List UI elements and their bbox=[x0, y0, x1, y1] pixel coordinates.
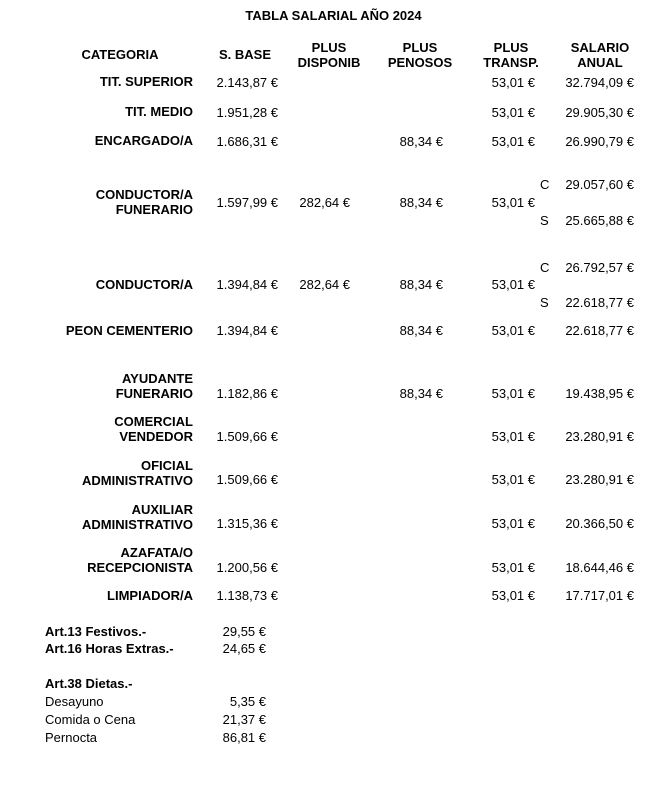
header-transp-line2: TRANSP. bbox=[483, 55, 539, 70]
row-category: CONDUCTOR/A bbox=[95, 277, 193, 292]
row-anual-label-s: S bbox=[540, 295, 549, 310]
dieta-label-desayuno: Desayuno bbox=[45, 694, 104, 709]
row-anual-c: 29.057,60 € bbox=[565, 177, 634, 192]
header-categoria: CATEGORIA bbox=[81, 47, 159, 62]
row-penosos: 88,34 € bbox=[399, 323, 443, 338]
dieta-value-desayuno: 5,35 € bbox=[229, 694, 266, 709]
row-category-line2: ADMINISTRATIVO bbox=[82, 517, 193, 532]
row-category-line2: RECEPCIONISTA bbox=[87, 560, 193, 575]
row-disponib: 282,64 € bbox=[299, 277, 350, 292]
row-transp: 53,01 € bbox=[491, 195, 535, 210]
extra-label-festivos: Art.13 Festivos.- bbox=[45, 624, 147, 639]
row-category: TIT. MEDIO bbox=[125, 104, 193, 119]
row-transp: 53,01 € bbox=[491, 429, 535, 444]
header-disponib-line2: DISPONIB bbox=[297, 55, 361, 70]
row-base: 1.509,66 € bbox=[216, 429, 278, 444]
row-base: 1.509,66 € bbox=[216, 472, 278, 487]
row-anual: 32.794,09 € bbox=[565, 75, 634, 90]
page-title: TABLA SALARIAL AÑO 2024 bbox=[245, 8, 422, 23]
dietas-heading: Art.38 Dietas.- bbox=[45, 676, 133, 691]
row-category: OFICIAL bbox=[141, 458, 193, 473]
dieta-value-pernocta: 86,81 € bbox=[222, 730, 266, 745]
row-category-line2: FUNERARIO bbox=[115, 386, 193, 401]
extra-value-horas: 24,65 € bbox=[222, 641, 266, 656]
row-category-line2: ADMINISTRATIVO bbox=[82, 473, 193, 488]
header-anual-line2: ANUAL bbox=[577, 55, 623, 70]
row-base: 1.686,31 € bbox=[216, 134, 278, 149]
row-penosos: 88,34 € bbox=[399, 134, 443, 149]
header-transp-line1: PLUS bbox=[493, 40, 529, 55]
dieta-value-comida: 21,37 € bbox=[222, 712, 266, 727]
row-anual: 17.717,01 € bbox=[565, 588, 634, 603]
row-anual-s: 25.665,88 € bbox=[565, 213, 634, 228]
row-transp: 53,01 € bbox=[491, 75, 535, 90]
row-category: ENCARGADO/A bbox=[94, 133, 193, 148]
row-transp: 53,01 € bbox=[491, 105, 535, 120]
row-disponib: 282,64 € bbox=[299, 195, 350, 210]
row-transp: 53,01 € bbox=[491, 323, 535, 338]
header-anual-line1: SALARIO bbox=[570, 40, 630, 55]
row-category: PEON CEMENTERIO bbox=[65, 323, 193, 338]
row-base: 1.182,86 € bbox=[216, 386, 278, 401]
row-anual: 20.366,50 € bbox=[565, 516, 634, 531]
row-base: 1.394,84 € bbox=[216, 323, 278, 338]
row-base: 1.200,56 € bbox=[216, 560, 278, 575]
row-transp: 53,01 € bbox=[491, 386, 535, 401]
header-disponib-line1: PLUS bbox=[311, 40, 347, 55]
row-transp: 53,01 € bbox=[491, 277, 535, 292]
row-anual-s: 22.618,77 € bbox=[565, 295, 634, 310]
header-base: S. BASE bbox=[218, 47, 271, 62]
row-transp: 53,01 € bbox=[491, 134, 535, 149]
row-penosos: 88,34 € bbox=[399, 386, 443, 401]
dieta-label-comida: Comida o Cena bbox=[45, 712, 136, 727]
row-base: 2.143,87 € bbox=[216, 75, 278, 90]
header-penosos-line2: PENOSOS bbox=[387, 55, 453, 70]
row-base: 1.315,36 € bbox=[216, 516, 278, 531]
row-anual-label-c: C bbox=[540, 260, 550, 275]
row-base: 1.394,84 € bbox=[216, 277, 278, 292]
row-base: 1.138,73 € bbox=[216, 588, 278, 603]
row-transp: 53,01 € bbox=[491, 560, 535, 575]
row-category: AYUDANTE bbox=[121, 371, 193, 386]
row-anual: 26.990,79 € bbox=[565, 134, 634, 149]
row-transp: 53,01 € bbox=[491, 516, 535, 531]
row-anual: 22.618,77 € bbox=[565, 323, 634, 338]
dieta-label-pernocta: Pernocta bbox=[45, 730, 98, 745]
row-category-line2: VENDEDOR bbox=[119, 429, 193, 444]
row-category: LIMPIADOR/A bbox=[107, 588, 193, 603]
row-transp: 53,01 € bbox=[491, 588, 535, 603]
row-transp: 53,01 € bbox=[491, 472, 535, 487]
row-category: COMERCIAL bbox=[114, 414, 193, 429]
row-anual: 23.280,91 € bbox=[565, 429, 634, 444]
row-anual-label-c: C bbox=[540, 177, 550, 192]
row-category: AZAFATA/O bbox=[120, 545, 193, 560]
row-base: 1.951,28 € bbox=[216, 105, 278, 120]
row-anual: 23.280,91 € bbox=[565, 472, 634, 487]
row-category: CONDUCTOR/A bbox=[95, 187, 193, 202]
row-category: TIT. SUPERIOR bbox=[99, 74, 193, 89]
row-penosos: 88,34 € bbox=[399, 277, 443, 292]
row-anual-label-s: S bbox=[540, 213, 549, 228]
extra-label-horas: Art.16 Horas Extras.- bbox=[45, 641, 174, 656]
row-base: 1.597,99 € bbox=[216, 195, 278, 210]
row-anual: 18.644,46 € bbox=[565, 560, 634, 575]
row-category-line2: FUNERARIO bbox=[115, 202, 193, 217]
extra-value-festivos: 29,55 € bbox=[222, 624, 266, 639]
row-anual: 19.438,95 € bbox=[565, 386, 634, 401]
row-category: AUXILIAR bbox=[131, 502, 193, 517]
row-penosos: 88,34 € bbox=[399, 195, 443, 210]
row-anual: 29.905,30 € bbox=[565, 105, 634, 120]
header-penosos-line1: PLUS bbox=[402, 40, 438, 55]
row-anual-c: 26.792,57 € bbox=[565, 260, 634, 275]
